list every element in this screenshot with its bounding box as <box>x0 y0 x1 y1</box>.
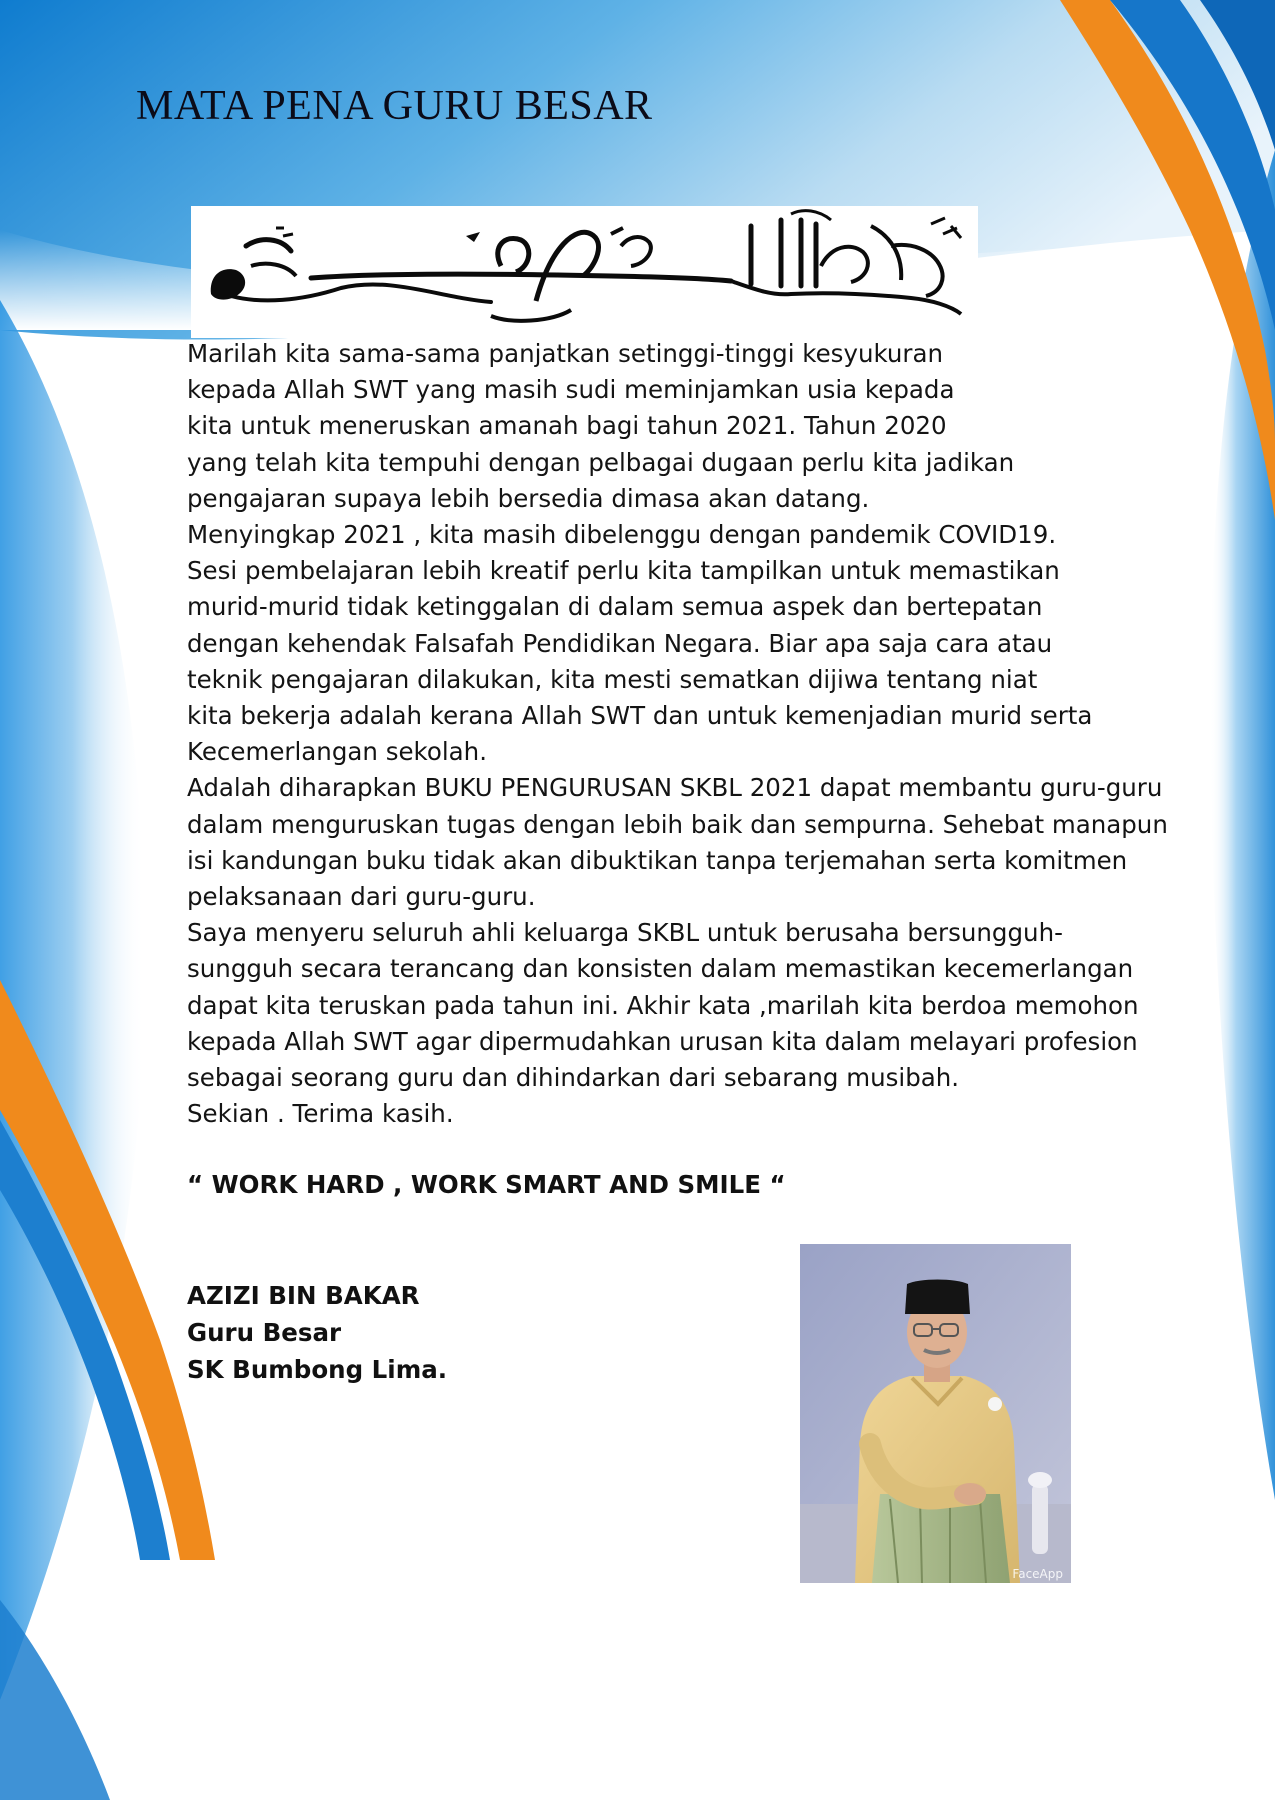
letter-line: kita bekerja adalah kerana Allah SWT dan untuk kemenjadian murid serta <box>187 701 1093 731</box>
arabic-calligraphy-bismillah <box>191 206 978 338</box>
letter-line: sungguh secara terancang dan konsisten dalam memastikan kecemerlangan <box>187 954 1134 984</box>
signatory-name: AZIZI BIN BAKAR <box>187 1281 420 1310</box>
signature-block <box>187 1277 447 1388</box>
motto-quote: “ WORK HARD , WORK SMART AND SMILE “ <box>187 1170 786 1199</box>
letter-line: Saya menyeru seluruh ahli keluarga SKBL untuk berusaha bersungguh- <box>187 918 1063 948</box>
letter-line: dengan kehendak Falsafah Pendidikan Negara. Biar apa saja cara atau <box>187 628 1053 658</box>
portrait-photo <box>800 1244 1071 1583</box>
signatory-school: SK Bumbong Lima. <box>187 1355 448 1384</box>
letter-body <box>187 336 1168 1132</box>
letter-line: Adalah diharapkan BUKU PENGURUSAN SKBL 2021 dapat membantu guru-guru <box>187 773 1163 803</box>
letter-line: pelaksanaan dari guru-guru. <box>187 882 536 912</box>
bismillah-calligraphy-icon <box>191 206 978 338</box>
letter-line: sebagai seorang guru dan dihindarkan dari sebarang musibah. <box>187 1063 960 1093</box>
letter-line: murid-murid tidak ketinggalan di dalam semua aspek dan bertepatan <box>187 592 1043 622</box>
letter-line: yang telah kita tempuhi dengan pelbagai dugaan perlu kita jadikan <box>187 447 1015 477</box>
letter-line: kepada Allah SWT yang masih sudi meminjamkan usia kepada <box>187 375 955 405</box>
letter-line: isi kandungan buku tidak akan dibuktikan tanpa terjemahan serta komitmen <box>187 845 1128 875</box>
letter-line: pengajaran supaya lebih bersedia dimasa akan datang. <box>187 483 870 513</box>
letter-line: Menyingkap 2021 , kita masih dibelenggu dengan pandemik COVID19. <box>187 520 1057 550</box>
letter-line: Marilah kita sama-sama panjatkan setinggi-tinggi kesyukuran <box>187 339 944 368</box>
letter-line: Sekian . Terima kasih. <box>187 1099 454 1129</box>
letter-line: dapat kita teruskan pada tahun ini. Akhir kata ,marilah kita berdoa memohon <box>187 990 1139 1020</box>
letter-line: kita untuk meneruskan amanah bagi tahun 2021. Tahun 2020 <box>187 411 947 441</box>
signatory-position: Guru Besar <box>187 1318 342 1347</box>
letter-line: kepada Allah SWT agar dipermudahkan urusan kita dalam melayari profesion <box>187 1026 1138 1056</box>
letter-line: Kecemerlangan sekolah. <box>187 737 487 767</box>
letter-line: Sesi pembelajaran lebih kreatif perlu kita tampilkan untuk memastikan <box>187 556 1060 586</box>
page-title: MATA PENA GURU BESAR <box>136 83 653 129</box>
photo-watermark: FaceApp <box>1012 1567 1063 1581</box>
letter-line: dalam menguruskan tugas dengan lebih baik dan sempurna. Sehebat manapun <box>187 809 1168 839</box>
portrait-photo-icon <box>800 1244 1071 1583</box>
letter-line: teknik pengajaran dilakukan, kita mesti sematkan dijiwa tentang niat <box>187 664 1038 694</box>
